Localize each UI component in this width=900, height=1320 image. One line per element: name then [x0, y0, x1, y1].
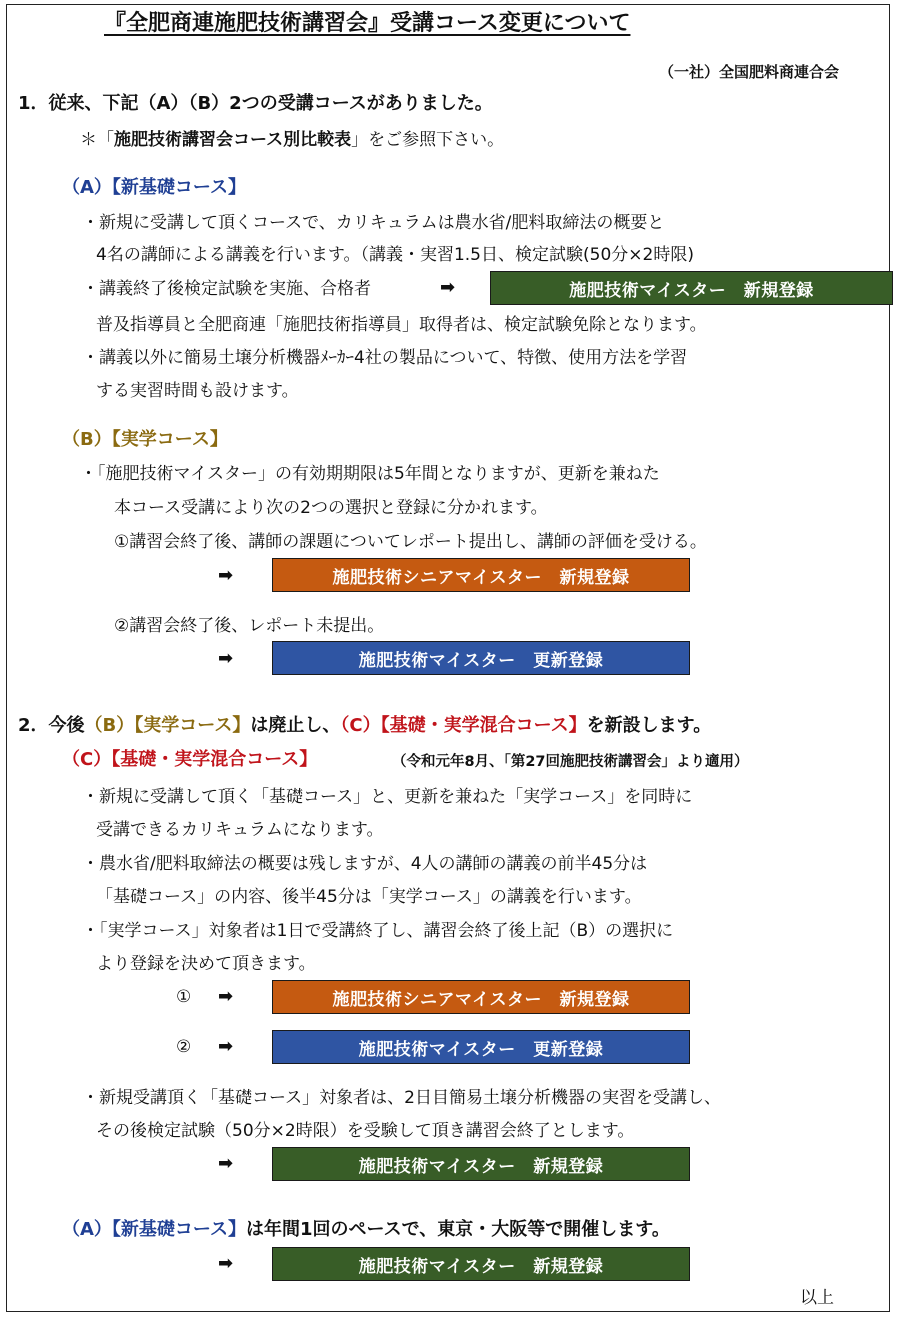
course-b-option-2: ②講習会終了後、レポート未提出。: [114, 616, 385, 636]
senior-meister-new-registration-box: 施肥技術シニアマイスター 新規登録: [272, 980, 690, 1014]
course-b-option-1: ①講習会終了後、講師の課題についてレポート提出し、講師の評価を受ける。: [114, 532, 707, 552]
course-c-note: （令和元年8月、「第27回施肥技術講習会」より適用）: [392, 754, 749, 770]
course-b-line: ・「施肥技術マイスター」の有効期期限は5年間となりますが、更新を兼ねた: [80, 464, 660, 484]
course-c-label: （C）【基礎・実学混合コース】: [62, 749, 318, 770]
course-c-line: その後検定試験（50分×2時限）を受験して頂き講習会終了とします。: [96, 1121, 635, 1141]
arrow-icon: ➡: [440, 277, 456, 298]
course-b-line: 本コース受講により次の2つの選択と登録に分かれます。: [114, 498, 548, 518]
meister-new-registration-box: 施肥技術マイスター 新規登録: [272, 1147, 690, 1181]
final-statement: （A）【新基礎コース】は年間1回のペースで、東京・大阪等で開催します。: [62, 1219, 670, 1240]
course-a-line: ・講義終了後検定試験を実施、合格者: [82, 279, 371, 299]
course-a-line: 4名の講師による講義を行います。（講義・実習1.5日、検定試験(50分×2時限): [96, 245, 694, 265]
arrow-icon: ➡: [218, 648, 234, 669]
senior-meister-new-registration-box: 施肥技術シニアマイスター 新規登録: [272, 558, 690, 592]
option-number: ②: [176, 1037, 192, 1057]
section-1-heading: 1．従来、下記（A）（B）2つの受講コースがありました。: [18, 93, 493, 114]
arrow-icon: ➡: [218, 1253, 234, 1274]
course-c-line: ・新規に受講して頂く「基礎コース」と、更新を兼ねた「実学コース」を同時に: [82, 787, 693, 807]
course-c-line: より登録を決めて頂きます。: [96, 954, 316, 974]
closing-mark: 以上: [800, 1288, 834, 1308]
course-c-line: ・新規受講頂く「基礎コース」対象者は、2日目簡易土壌分析機器の実習を受講し、: [82, 1088, 721, 1108]
option-number: ①: [176, 987, 192, 1007]
course-a-line: ・新規に受講して頂くコースで、カリキュラムは農水省/肥料取締法の概要と: [82, 213, 665, 233]
course-a-line: 普及指導員と全肥商連「施肥技術指導員」取得者は、検定試験免除となります。: [96, 315, 707, 335]
course-c-line: ・「実学コース」対象者は1日で受講終了し、講習会終了後上記（B）の選択に: [82, 921, 674, 941]
course-a-label: （A）【新基礎コース】: [62, 177, 247, 198]
course-c-line: 受講できるカリキュラムになります。: [96, 820, 384, 840]
meister-renewal-registration-box: 施肥技術マイスター 更新登録: [272, 641, 690, 675]
arrow-icon: ➡: [218, 986, 234, 1007]
course-a-line: する実習時間も設けます。: [96, 381, 299, 401]
meister-new-registration-box: 施肥技術マイスター 新規登録: [490, 271, 893, 305]
reference-note: ＊「施肥技術講習会コース別比較表」をご参照下さい。: [80, 130, 505, 150]
course-c-line: ・農水省/肥料取締法の概要は残しますが、4人の講師の講義の前半45分は: [82, 854, 648, 874]
course-b-label: （B）【実学コース】: [62, 429, 228, 450]
arrow-icon: ➡: [218, 1153, 234, 1174]
page-title: 『全肥商連施肥技術講習会』受講コース変更について: [104, 11, 631, 36]
course-a-line: ・講義以外に簡易土壌分析機器ﾒｰｶｰ4社の製品について、特徴、使用方法を学習: [82, 348, 688, 368]
arrow-icon: ➡: [218, 565, 234, 586]
meister-new-registration-box: 施肥技術マイスター 新規登録: [272, 1247, 690, 1281]
organization: （一社）全国肥料商連合会: [659, 63, 840, 81]
arrow-icon: ➡: [218, 1036, 234, 1057]
section-2-heading: 2．今後（B）【実学コース】は廃止し、（C）【基礎・実学混合コース】を新設します。: [18, 715, 712, 736]
meister-renewal-registration-box: 施肥技術マイスター 更新登録: [272, 1030, 690, 1064]
course-c-line: 「基礎コース」の内容、後半45分は「実学コース」の講義を行います。: [96, 887, 642, 907]
